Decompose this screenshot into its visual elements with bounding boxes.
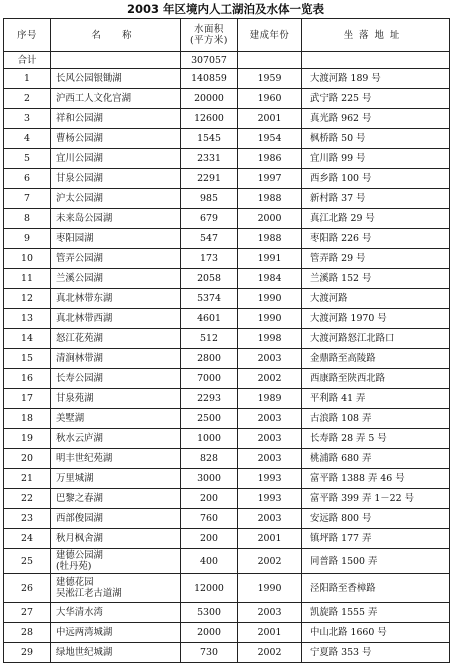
header-area [181, 19, 238, 52]
table-row [4, 549, 450, 574]
table-total-row [4, 52, 450, 69]
table-row [4, 429, 450, 449]
row-area: 5300 [181, 603, 238, 623]
row-location: 新村路 37 号 [302, 189, 450, 209]
row-area: 3000 [181, 469, 238, 489]
row-name: 曹杨公园湖 [51, 129, 181, 149]
row-name: 长风公园银锄湖 [51, 69, 181, 89]
row-no: 21 [4, 469, 51, 489]
row-year: 2003 [238, 603, 302, 623]
row-name: 长寿公园湖 [51, 369, 181, 389]
table-row [4, 209, 450, 229]
row-year: 1959 [238, 69, 302, 89]
row-year: 2003 [238, 449, 302, 469]
row-area: 828 [181, 449, 238, 469]
row-name: 沪西工人文化宫湖 [51, 89, 181, 109]
row-area: 2058 [181, 269, 238, 289]
row-year: 1990 [238, 309, 302, 329]
row-no: 13 [4, 309, 51, 329]
row-name-line2: (牡丹苑) [56, 561, 92, 572]
table-row [4, 389, 450, 409]
row-year: 2003 [238, 429, 302, 449]
row-no: 18 [4, 409, 51, 429]
table-row [4, 229, 450, 249]
row-name: 怒江花苑湖 [51, 329, 181, 349]
row-location: 管弄路 29 号 [302, 249, 450, 269]
total-label: 合计 [4, 52, 51, 69]
row-name: 沪太公园湖 [51, 189, 181, 209]
row-name: 清涧林带湖 [51, 349, 181, 369]
row-area: 730 [181, 643, 238, 663]
row-area: 2291 [181, 169, 238, 189]
row-year: 2003 [238, 349, 302, 369]
row-no: 27 [4, 603, 51, 623]
table-row [4, 489, 450, 509]
row-area: 2331 [181, 149, 238, 169]
row-location: 长寿路 28 弄 5 号 [302, 429, 450, 449]
row-name-line2: 吴淞江老古道湖 [56, 588, 122, 599]
row-location: 桃浦路 680 弄 [302, 449, 450, 469]
row-name: 中远两湾城湖 [51, 623, 181, 643]
row-no: 3 [4, 109, 51, 129]
row-name [51, 549, 181, 574]
table-header-row [4, 19, 450, 52]
row-no: 20 [4, 449, 51, 469]
table-row [4, 249, 450, 269]
total-name-cell [51, 52, 181, 69]
row-year: 2003 [238, 509, 302, 529]
row-location: 大渡河路 1970 号 [302, 309, 450, 329]
row-no: 9 [4, 229, 51, 249]
row-name: 万里城湖 [51, 469, 181, 489]
row-area: 173 [181, 249, 238, 269]
total-area: 307057 [181, 52, 238, 69]
row-name: 甘泉公园湖 [51, 169, 181, 189]
table-row [4, 369, 450, 389]
row-year: 2003 [238, 409, 302, 429]
row-no: 16 [4, 369, 51, 389]
row-year: 1984 [238, 269, 302, 289]
row-name: 绿地世纪城湖 [51, 643, 181, 663]
row-year: 1993 [238, 469, 302, 489]
row-no: 6 [4, 169, 51, 189]
row-location: 大渡河路怒江北路口 [302, 329, 450, 349]
row-year: 1986 [238, 149, 302, 169]
row-no: 23 [4, 509, 51, 529]
row-year: 1989 [238, 389, 302, 409]
table-row [4, 289, 450, 309]
table-row [4, 349, 450, 369]
row-area: 985 [181, 189, 238, 209]
row-area: 679 [181, 209, 238, 229]
row-location: 镇坪路 177 弄 [302, 529, 450, 549]
table-row [4, 574, 450, 603]
row-no: 26 [4, 574, 51, 603]
row-area: 200 [181, 529, 238, 549]
row-location: 真江北路 29 号 [302, 209, 450, 229]
row-name: 枣阳园湖 [51, 229, 181, 249]
row-name: 明丰世纪苑湖 [51, 449, 181, 469]
row-no: 12 [4, 289, 51, 309]
row-year: 1991 [238, 249, 302, 269]
row-area: 5374 [181, 289, 238, 309]
row-year: 1990 [238, 289, 302, 309]
table-row [4, 469, 450, 489]
row-no: 5 [4, 149, 51, 169]
row-year: 1988 [238, 229, 302, 249]
row-name [51, 574, 181, 603]
row-no: 24 [4, 529, 51, 549]
header-area-line2: (平方米) [190, 35, 228, 46]
row-no: 17 [4, 389, 51, 409]
row-area: 1000 [181, 429, 238, 449]
row-name: 兰溪公园湖 [51, 269, 181, 289]
table-row [4, 69, 450, 89]
header-no: 序号 [4, 19, 51, 52]
row-year: 1990 [238, 574, 302, 603]
row-area: 547 [181, 229, 238, 249]
row-area: 200 [181, 489, 238, 509]
row-year: 1998 [238, 329, 302, 349]
row-no: 29 [4, 643, 51, 663]
row-name: 美墅湖 [51, 409, 181, 429]
row-area: 12600 [181, 109, 238, 129]
row-no: 14 [4, 329, 51, 349]
row-name: 管弄公园湖 [51, 249, 181, 269]
table-row [4, 329, 450, 349]
row-year: 2002 [238, 643, 302, 663]
row-location: 大渡河路 189 号 [302, 69, 450, 89]
row-area: 2000 [181, 623, 238, 643]
lakes-table [3, 18, 450, 663]
row-no: 8 [4, 209, 51, 229]
header-name: 名 称 [51, 19, 181, 52]
header-year: 建成年份 [238, 19, 302, 52]
row-no: 1 [4, 69, 51, 89]
row-location: 兰溪路 152 号 [302, 269, 450, 289]
table-row [4, 129, 450, 149]
row-no: 15 [4, 349, 51, 369]
row-area: 2293 [181, 389, 238, 409]
row-location: 古浪路 108 弄 [302, 409, 450, 429]
table-row [4, 269, 450, 289]
row-location: 大渡河路 [302, 289, 450, 309]
table-row [4, 509, 450, 529]
row-year: 2001 [238, 109, 302, 129]
row-area: 400 [181, 549, 238, 574]
row-name: 祥和公园湖 [51, 109, 181, 129]
row-location: 武宁路 225 号 [302, 89, 450, 109]
table-row [4, 449, 450, 469]
row-area: 2500 [181, 409, 238, 429]
total-location-cell [302, 52, 450, 69]
row-name: 宜川公园湖 [51, 149, 181, 169]
row-area: 512 [181, 329, 238, 349]
table-row [4, 309, 450, 329]
row-location: 富平路 1388 弄 46 号 [302, 469, 450, 489]
row-no: 19 [4, 429, 51, 449]
header-location: 坐落地址 [302, 19, 450, 52]
row-no: 28 [4, 623, 51, 643]
row-location: 真光路 962 号 [302, 109, 450, 129]
row-location: 富平路 399 弄 1－22 号 [302, 489, 450, 509]
table-row [4, 409, 450, 429]
row-name-line1: 建德公园湖 [56, 550, 103, 561]
row-area: 1545 [181, 129, 238, 149]
row-location: 安远路 800 号 [302, 509, 450, 529]
row-year: 2000 [238, 209, 302, 229]
row-year: 2002 [238, 369, 302, 389]
table-row [4, 109, 450, 129]
row-name: 真北林带西湖 [51, 309, 181, 329]
row-area: 4601 [181, 309, 238, 329]
row-location: 西乡路 100 号 [302, 169, 450, 189]
row-location: 凯旋路 1555 弄 [302, 603, 450, 623]
total-year-cell [238, 52, 302, 69]
row-name: 未来岛公园湖 [51, 209, 181, 229]
row-location: 西康路至陕西北路 [302, 369, 450, 389]
row-location: 中山北路 1660 号 [302, 623, 450, 643]
row-no: 7 [4, 189, 51, 209]
row-year: 1960 [238, 89, 302, 109]
row-no: 25 [4, 549, 51, 574]
row-year: 2002 [238, 549, 302, 574]
row-year: 1954 [238, 129, 302, 149]
row-area: 760 [181, 509, 238, 529]
row-name: 大华清水湾 [51, 603, 181, 623]
row-year: 1993 [238, 489, 302, 509]
row-no: 22 [4, 489, 51, 509]
table-row [4, 529, 450, 549]
row-year: 2001 [238, 529, 302, 549]
table-row [4, 623, 450, 643]
row-location: 枣阳路 226 号 [302, 229, 450, 249]
row-no: 11 [4, 269, 51, 289]
row-name-line1: 建德花园 [56, 577, 94, 588]
row-area: 2800 [181, 349, 238, 369]
row-area: 20000 [181, 89, 238, 109]
table-row [4, 643, 450, 663]
row-area: 140859 [181, 69, 238, 89]
table-row [4, 189, 450, 209]
row-no: 2 [4, 89, 51, 109]
row-no: 10 [4, 249, 51, 269]
row-name: 真北林带东湖 [51, 289, 181, 309]
row-area: 12000 [181, 574, 238, 603]
row-location: 金鼎路至高陵路 [302, 349, 450, 369]
row-no: 4 [4, 129, 51, 149]
row-location: 泾阳路至香樟路 [302, 574, 450, 603]
row-name: 甘泉苑湖 [51, 389, 181, 409]
row-year: 1988 [238, 189, 302, 209]
row-location: 宜川路 99 号 [302, 149, 450, 169]
row-year: 1997 [238, 169, 302, 189]
row-location: 同普路 1500 弄 [302, 549, 450, 574]
row-location: 平利路 41 弄 [302, 389, 450, 409]
row-name: 西部俊园湖 [51, 509, 181, 529]
row-location: 宁夏路 353 号 [302, 643, 450, 663]
row-name: 秋月枫舍湖 [51, 529, 181, 549]
row-name: 巴黎之春湖 [51, 489, 181, 509]
table-row [4, 169, 450, 189]
table-row [4, 89, 450, 109]
header-area-line1: 水面积 [194, 24, 224, 35]
row-area: 7000 [181, 369, 238, 389]
table-row [4, 149, 450, 169]
page-title: 2003 年区境内人工湖泊及水体一览表 [126, 2, 324, 16]
row-year: 2001 [238, 623, 302, 643]
row-name: 秋水云庐湖 [51, 429, 181, 449]
row-location: 枫桥路 50 号 [302, 129, 450, 149]
